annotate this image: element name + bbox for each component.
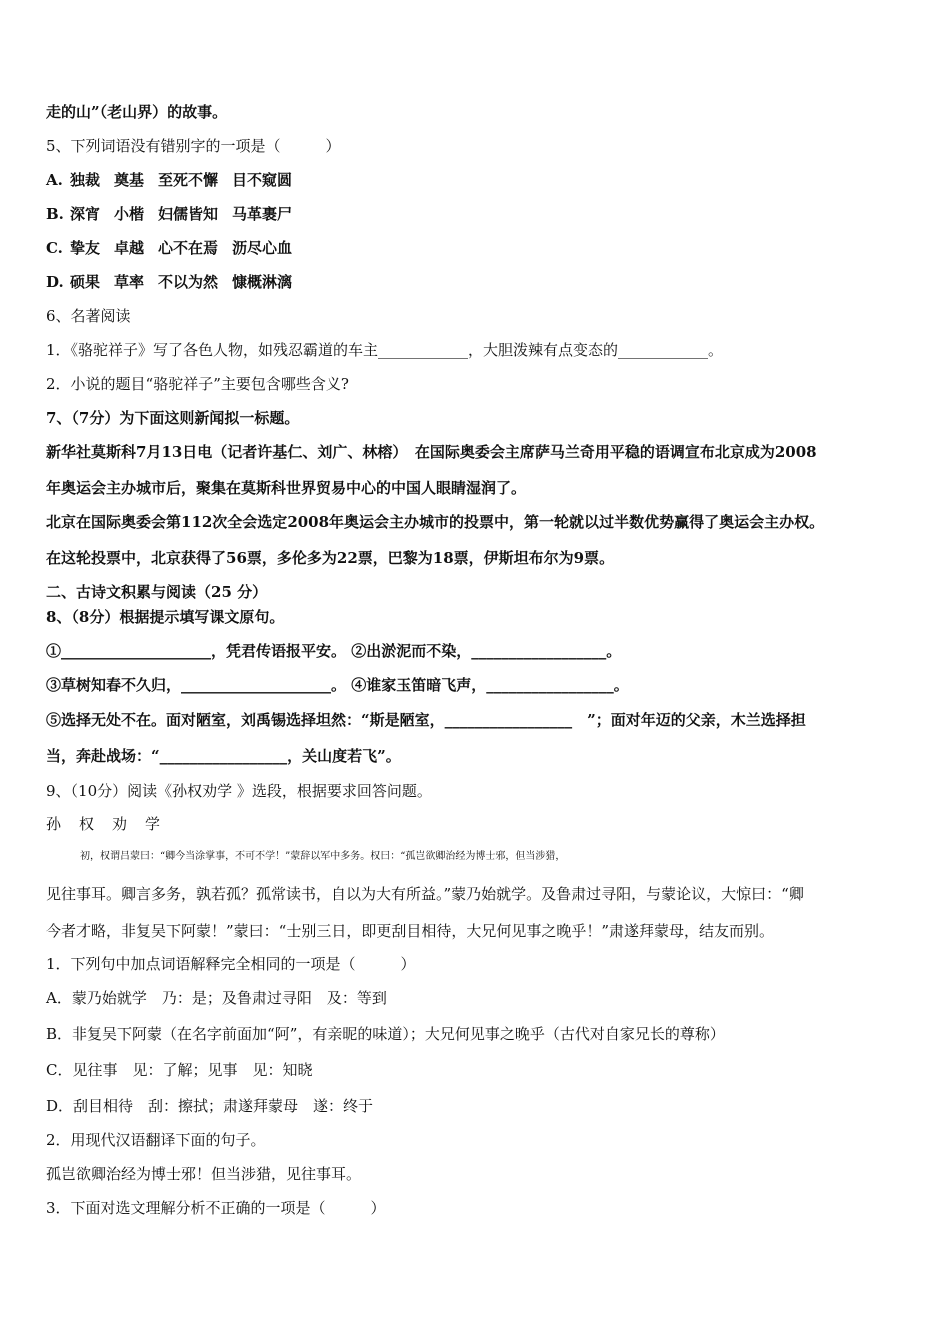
news-paragraph-2a: 北京在国际奥委会第112次全会选定2008年奥运会主办城市的投票中，第一轮就以过半数优势赢得了奥运会主办权。 [46, 513, 825, 531]
option-word: 沥尽心血 [232, 239, 293, 257]
question-9-item-1: 1．下列句中加点词语解释完全相同的一项是（ ） [46, 955, 416, 973]
option-word: 深宵 [70, 205, 101, 223]
option-word: 妇儒皆知 [158, 205, 219, 223]
question-6-item-1: 1．《骆驼祥子》写了各色人物，如残忍霸道的车主____________，大胆泼辣有点变态的____________。 [46, 341, 724, 359]
q9-1-option-c: C．见往事 见：了解；见事 见：知晓 [46, 1061, 313, 1079]
option-word: 马革裹尸 [232, 205, 293, 223]
option-word: 目不窥圆 [232, 171, 293, 189]
question-5: 5、下列词语没有错别字的一项是（ ） [46, 137, 341, 155]
question-8-line-3: ⑤选择无处不在。面对陋室，刘禹锡选择坦然：“斯是陋室，_________________ ”；面对年迈的父亲，木兰选择担 [46, 711, 806, 729]
option-letter: C. [46, 239, 63, 257]
question-8-line-1: ①____________________，凭君传语报平安。 ②出淤泥而不染，__________________。 [46, 642, 622, 660]
passage-line-1: 初，权谓吕蒙曰：“卿今当涂掌事，不可不学！”蒙辞以军中多务。权曰：“孤岂欲卿治经为博士邪，但当涉猎， [80, 851, 566, 862]
option-word: 草率 [114, 273, 145, 291]
option-letter: B. [46, 205, 64, 223]
option-word: 挚友 [70, 239, 101, 257]
passage-line-3: 今者才略，非复吴下阿蒙！”蒙曰：“士别三日，即更刮目相待，大兄何见事之晚乎！”肃遂拜蒙母，结友而别。 [46, 922, 775, 940]
q5-option-d [46, 272, 908, 292]
q9-2-sentence: 孤岂欲卿治经为博士邪！但当涉猎，见往事耳。 [46, 1165, 362, 1183]
question-9-item-3: 3．下面对选文理解分析不正确的一项是（ ） [46, 1199, 386, 1217]
passage-title: 孙权劝学 [46, 815, 179, 833]
question-7: 7、（7分）为下面这则新闻拟一标题。 [46, 409, 300, 427]
question-6-item-2: 2．小说的题目“骆驼祥子”主要包含哪些含义? [46, 375, 349, 393]
passage-line-2: 见往事耳。卿言多务，孰若孤？孤常读书，自以为大有所益。”蒙乃始就学。及鲁肃过寻阳，与蒙论议，大惊曰：“卿 [46, 885, 804, 903]
question-8-line-2: ③草树知春不久归，____________________。 ④谁家玉笛暗飞声，_________________。 [46, 676, 629, 694]
option-word: 至死不懈 [158, 171, 219, 189]
option-word: 不以为然 [158, 273, 219, 291]
news-paragraph-1b: 年奥运会主办城市后，聚集在莫斯科世界贸易中心的中国人眼睛湿润了。 [46, 479, 527, 497]
question-6: 6、名著阅读 [46, 307, 131, 325]
q5-option-b [46, 204, 908, 224]
section-2-heading: 二、古诗文积累与阅读（25 分） [46, 583, 268, 601]
question-8: 8、（8分）根据提示填写课文原句。 [46, 608, 285, 626]
question-9: 9、（10分）阅读《孙权劝学 》选段，根据要求回答问题。 [46, 782, 432, 800]
option-word: 卓越 [114, 239, 145, 257]
q9-1-option-a: A．蒙乃始就学 乃：是；及鲁肃过寻阳 及：等到 [46, 989, 387, 1007]
q9-1-option-d: D．刮目相待 刮：擦拭；肃遂拜蒙母 遂：终于 [46, 1097, 374, 1115]
option-word: 独裁 [70, 171, 101, 189]
option-word: 奠基 [114, 171, 145, 189]
question-8-line-4: 当，奔赴战场：“_________________，关山度若飞”。 [46, 747, 401, 765]
news-paragraph-2b: 在这轮投票中，北京获得了56票，多伦多为22票，巴黎为18票，伊斯坦布尔为9票。 [46, 549, 615, 567]
option-letter: A. [46, 171, 63, 189]
q5-option-c [46, 238, 908, 258]
option-letter: D. [46, 273, 64, 291]
option-word: 慷概淋漓 [232, 273, 293, 291]
q9-1-option-b: B．非复吴下阿蒙（在名字前面加“阿”，有亲昵的味道）；大兄何见事之晚乎（古代对自家兄长的尊称） [46, 1025, 725, 1043]
option-word: 心不在焉 [158, 239, 219, 257]
option-word: 小楷 [114, 205, 145, 223]
news-paragraph-1a: 新华社莫斯科7月13日电（记者许基仁、刘广、林榕） 在国际奥委会主席萨马兰奇用平稳的语调宣布北京成为2008 [46, 443, 817, 461]
option-word: 硕果 [70, 273, 101, 291]
text-line-continuation: 走的山”（老山界）的故事。 [46, 103, 228, 121]
question-9-item-2: 2．用现代汉语翻译下面的句子。 [46, 1131, 266, 1149]
q5-option-a [46, 170, 908, 190]
